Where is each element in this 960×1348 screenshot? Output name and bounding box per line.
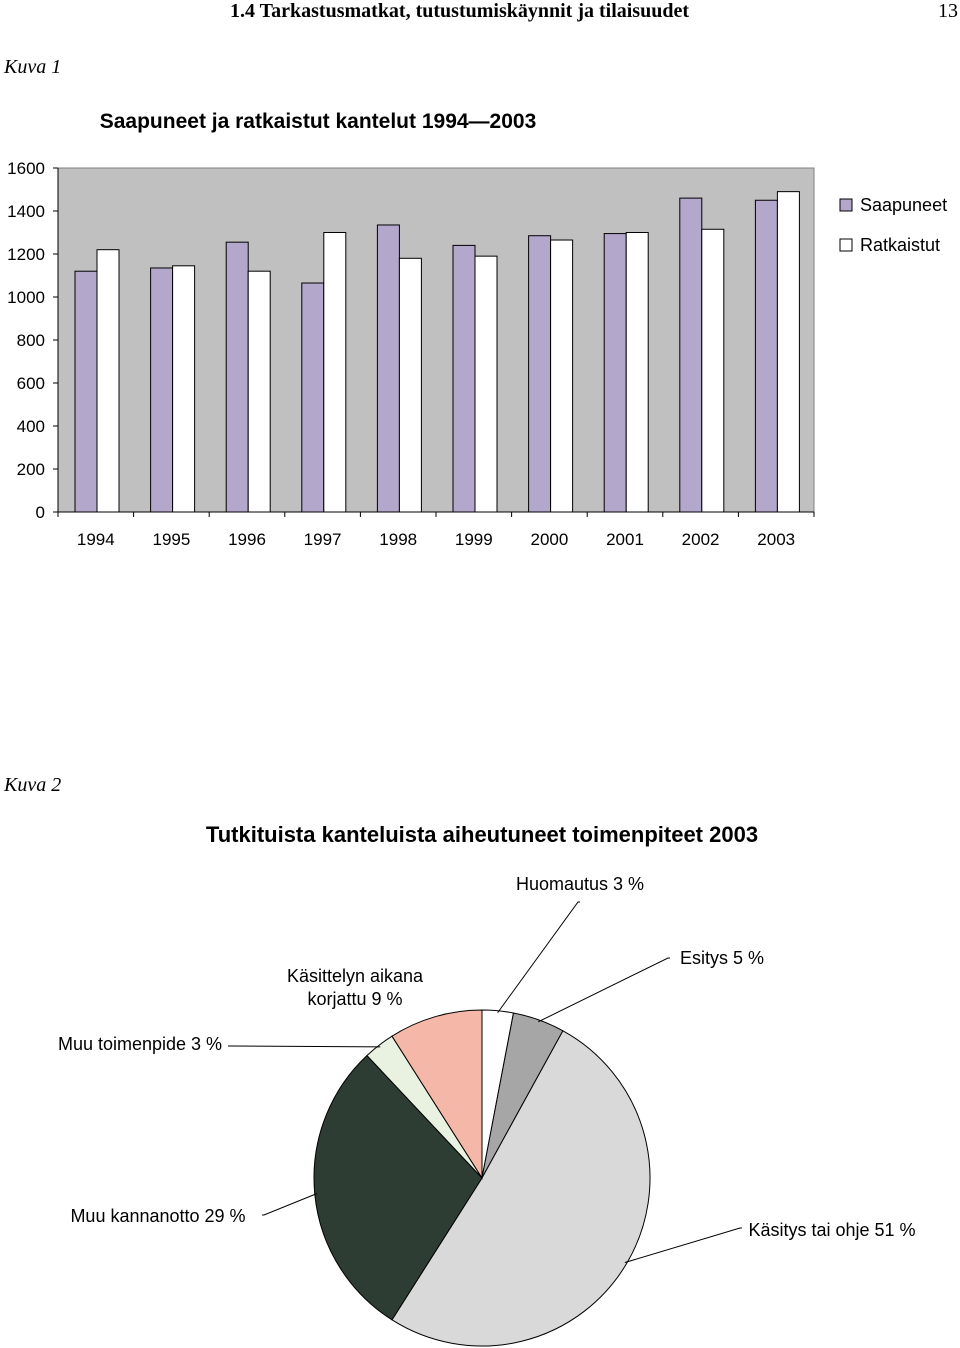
bar-ratkaistut-2001 [626, 233, 648, 513]
legend-label: Saapuneet [860, 195, 948, 215]
y-tick-label: 1600 [7, 159, 45, 178]
figure-caption-2: Kuva 2 [4, 774, 62, 796]
x-tick-label: 1994 [76, 530, 115, 549]
x-tick-label: 1998 [379, 530, 418, 549]
bar-chart-title: Saapuneet ja ratkaistut kantelut 1994—2003 [99, 110, 537, 133]
leader-line [625, 1228, 742, 1263]
bar-ratkaistut-2003 [777, 192, 799, 512]
x-tick-label: 1997 [303, 530, 342, 549]
pie-chart [0, 788, 960, 1348]
x-tick-label: 2000 [530, 530, 569, 549]
bar-saapuneet-1997 [302, 283, 324, 512]
y-tick-label: 600 [16, 374, 45, 393]
bar-ratkaistut-2002 [702, 229, 724, 512]
x-tick-label: 1995 [152, 530, 191, 549]
y-tick-label: 1400 [7, 202, 45, 221]
bar-ratkaistut-1994 [97, 250, 119, 512]
pie-slice-label: Käsittelyn aikana korjattu 9 % [286, 966, 424, 1009]
pie-slice-label: Esitys 5 % [679, 948, 765, 968]
bar-saapuneet-1996 [226, 242, 248, 512]
bar-ratkaistut-1998 [399, 258, 421, 512]
pie-slice-label: Muu toimenpide 3 % [57, 1034, 223, 1054]
pie-slice-label: Muu kannanotto 29 % [70, 1206, 246, 1226]
page-number: 13 [938, 0, 958, 22]
legend-swatch-ratkaistut [840, 239, 852, 251]
x-axis [58, 512, 814, 549]
bar-ratkaistut-1995 [173, 266, 195, 512]
x-tick-label: 1996 [228, 530, 266, 549]
figure-caption-1: Kuva 1 [4, 56, 62, 78]
y-axis [7, 159, 58, 522]
leader-line [262, 1194, 317, 1215]
legend-swatch-saapuneet [840, 199, 852, 211]
bar-saapuneet-1999 [453, 245, 475, 512]
bar-ratkaistut-1996 [248, 271, 270, 512]
leader-line [498, 902, 580, 1013]
y-tick-label: 1200 [7, 245, 45, 264]
leader-line [538, 958, 670, 1022]
pie-slice-label: Käsitys tai ohje 51 % [748, 1220, 916, 1240]
y-tick-label: 0 [35, 503, 45, 522]
bar-saapuneet-2003 [755, 200, 777, 512]
x-tick-label: 1999 [454, 530, 493, 549]
bar-saapuneet-2000 [529, 236, 551, 512]
legend-label: Ratkaistut [860, 235, 941, 255]
bar-saapuneet-1998 [377, 225, 399, 512]
x-tick-label: 2001 [606, 530, 644, 549]
x-tick-label: 2002 [681, 530, 720, 549]
bar-chart [0, 0, 960, 570]
page-header-title: 1.4 Tarkastusmatkat, tutustumiskäynnit ja tilaisuudet [230, 0, 689, 22]
pie-chart-title: Tutkituista kanteluista aiheutuneet toimenpiteet 2003 [205, 822, 759, 847]
bar-saapuneet-1995 [151, 268, 173, 512]
bar-saapuneet-1994 [75, 271, 97, 512]
bar-ratkaistut-1999 [475, 256, 497, 512]
y-tick-label: 200 [16, 460, 45, 479]
pie-slices [314, 1010, 650, 1346]
y-tick-label: 1000 [7, 288, 45, 307]
bar-ratkaistut-1997 [324, 233, 346, 513]
leader-line [228, 1046, 380, 1047]
y-tick-label: 800 [16, 331, 45, 350]
bar-saapuneet-2002 [680, 198, 702, 512]
x-tick-label: 2003 [757, 530, 796, 549]
pie-slice-label: Huomautus 3 % [515, 874, 645, 894]
bar-ratkaistut-2000 [551, 240, 573, 512]
y-tick-label: 400 [16, 417, 45, 436]
bar-saapuneet-2001 [604, 234, 626, 512]
legend [840, 195, 947, 255]
